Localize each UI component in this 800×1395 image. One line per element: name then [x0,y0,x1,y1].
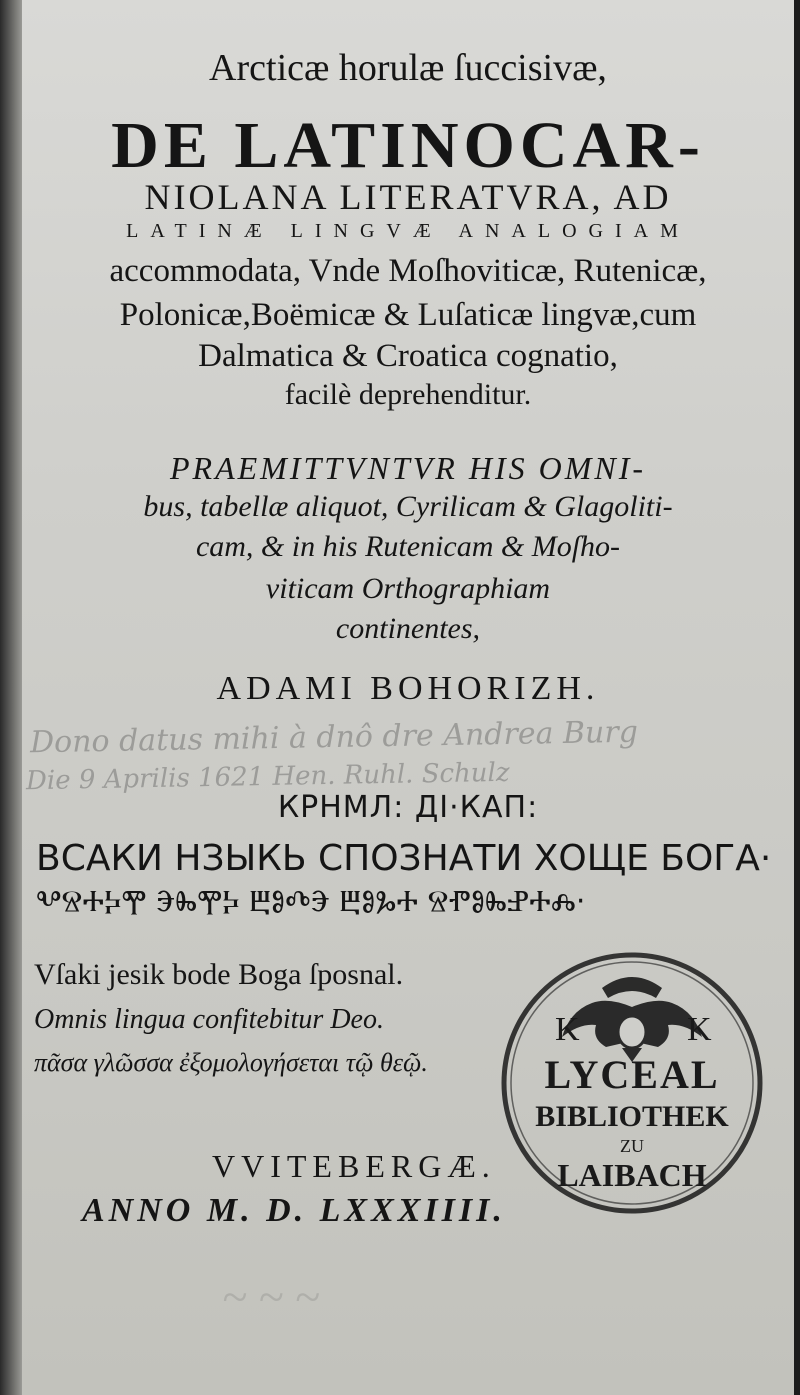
stamp-letter-left: K [555,1011,580,1048]
slovene-verse: Vſaki jesik bode Boga ſposnal. [34,958,404,991]
handwritten-inscription-2: Die 9 Aprilis 1621 Hen. Ruhl. Schulz [25,757,510,797]
imprint-year: ANNO M. D. LXXXIIII. [82,1192,506,1229]
subtitle-line-5: continentes, [335,612,481,645]
glagolitic-verse: ⰂⰔⰀⰍⰉ ⰅⰈⰉⰍ ⰁⰑⰄⰅ ⰁⰑⰃⰀ ⰔⰒⰑⰈⰐⰀⰎ· [36,884,586,919]
title-page [22,0,794,1395]
title-line-3: NIOLANA LITERATVRA, AD [144,177,672,217]
title-line-7: Dalmatica & Croatica cognatio, [198,338,618,374]
book-spine [0,0,22,1395]
subtitle-line-4: viticam Orthographiam [265,572,551,605]
scripture-reference: КРНМЛ: ДІ·КАП: [277,790,539,825]
author-name: ADAMI BOHORIZH. [216,670,600,707]
title-line-4: LATINÆ LINGVÆ ANALOGIAM [126,220,690,242]
title-line-6: Polonicæ,Boëmicæ & Luſaticæ lingvæ,cum [119,297,697,333]
subtitle-line-1: PRAEMITTVNTVR HIS OMNI- [169,450,647,486]
title-line-5: accommodata, Vnde Moſhoviticæ, Rutenicæ, [109,253,707,289]
title-line-8: facilè deprehenditur. [284,378,532,411]
cyrillic-verse: ВСАКИ НЗЫКЬ СПОЗНАТИ ХОЩЕ БОГА· [36,838,772,879]
imprint-place: VVITEBERGÆ. [212,1148,496,1184]
stamp-line-3: ZU [620,1136,644,1156]
subtitle-line-2: bus, tabellæ aliquot, Cyrilicam & Glagoliti- [143,490,673,523]
double-eagle-icon [562,977,702,1062]
title-line-1: Arcticæ horulæ ſuccisivæ, [209,47,607,89]
latin-verse: Omnis lingua confitebitur Deo. [34,1004,384,1035]
faint-scrawl-mark: ~ ~ ~ [222,1271,320,1322]
greek-verse: πᾶσα γλῶσσα ἐξομολογήσεται τῷ θεῷ. [34,1048,428,1077]
stamp-line-2: BIBLIOTHEK [535,1100,729,1133]
stamp-line-1: LYCEAL [544,1052,720,1097]
stamp-letter-right: K [687,1011,712,1048]
handwritten-inscription-1: Dono datus mihi à dnô dre Andrea Burg [29,714,639,761]
stamp-line-4: LAIBACH [557,1157,707,1193]
subtitle-line-3: cam, & in his Rutenicam & Moſho- [195,530,621,563]
library-stamp [497,948,767,1218]
title-line-2: DE LATINOCAR- [111,109,705,182]
